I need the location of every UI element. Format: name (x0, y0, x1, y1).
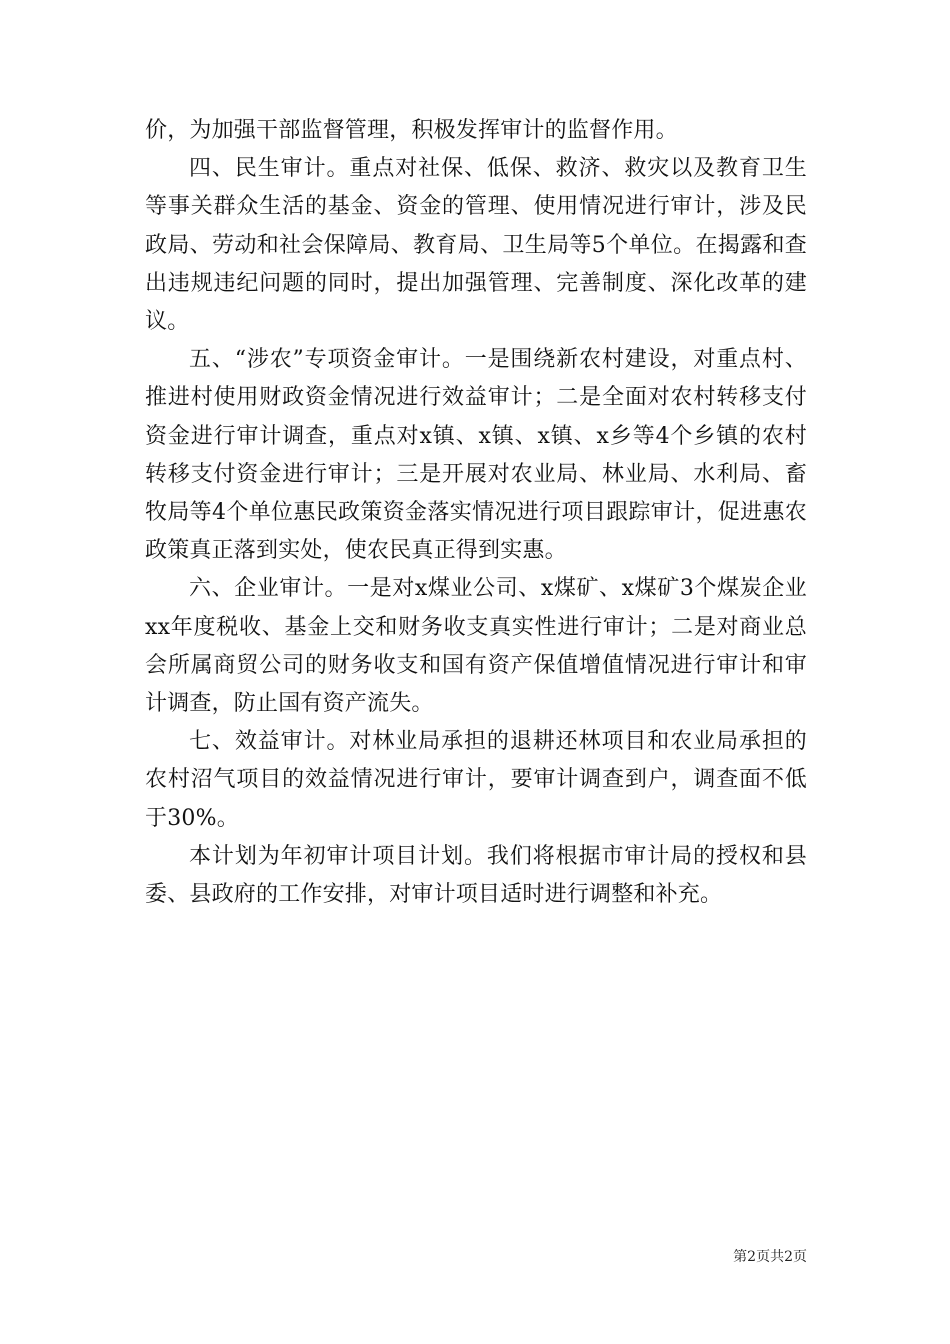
paragraph-livelihood-audit: 四、民生审计。重点对社保、低保、救济、救灾以及教育卫生等事关群众生活的基金、资金的管理、使用情况进行审计，涉及民政局、劳动和社会保障局、教育局、卫生局等5个单位。在揭露和查出违规违纪问题的同时，提出加强管理、完善制度、深化改革的建议。 (145, 156, 807, 335)
page-number-footer: 第2页共2页 (733, 1249, 807, 1265)
paragraph-efficiency-audit: 七、效益审计。对林业局承担的退耕还林项目和农业局承担的农村沼气项目的效益情况进行审计，要审计调查到户，调查面不低于30%。 (145, 729, 807, 831)
paragraph-enterprise-audit: 六、企业审计。一是对x煤业公司、x煤矿、x煤矿3个煤炭企业xx年度税收、基金上交和财务收支真实性进行审计；二是对商业总会所属商贸公司的财务收支和国有资产保值增值情况进行审计和审计调查，防止国有资产流失。 (145, 576, 807, 717)
paragraph-continuation: 价，为加强干部监督管理，积极发挥审计的监督作用。 (145, 118, 678, 143)
paragraph-closing-note: 本计划为年初审计项目计划。我们将根据市审计局的授权和县委、县政府的工作安排，对审计项目适时进行调整和补充。 (145, 843, 807, 908)
paragraph-agriculture-funds-audit: 五、“涉农”专项资金审计。一是围绕新农村建设，对重点村、推进村使用财政资金情况进行效益审计；二是全面对农村转移支付资金进行审计调查，重点对x镇、x镇、x镇、x乡等4个乡镇的农村转移支付资金进行审计；三是开展对农业局、林业局、水利局、畜牧局等4个单位惠民政策资金落实情况进行项目跟踪审计，促进惠农政策真正落到实处，使农民真正得到实惠。 (145, 347, 807, 564)
document-body (145, 112, 807, 914)
